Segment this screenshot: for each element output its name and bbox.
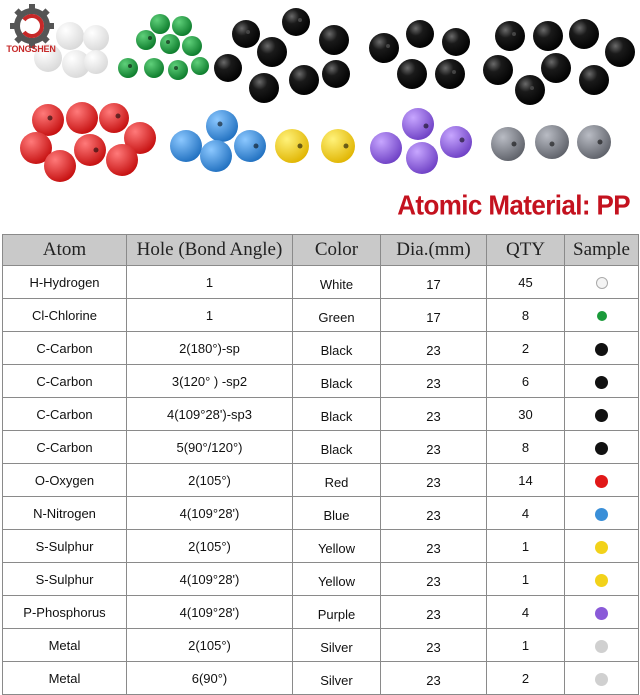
qty-cell: 4 (487, 497, 565, 530)
hole-cell: 2(180°)-sp (127, 332, 293, 365)
material-label: Atomic Material: PP (397, 188, 630, 222)
diameter-cell: 23 (381, 563, 487, 596)
diameter-cell: 17 (381, 266, 487, 299)
atom-cell: O-Oxygen (3, 464, 127, 497)
hole-cell: 4(109°28')-sp3 (127, 398, 293, 431)
sample-cell (565, 530, 639, 563)
header-sample: Sample (565, 235, 639, 266)
atom-cell: Cl-Chlorine (3, 299, 127, 332)
hole-cell: 5(90°/120°) (127, 431, 293, 464)
header-diameter: Dia.(mm) (381, 235, 487, 266)
qty-cell: 4 (487, 596, 565, 629)
hole-cell: 1 (127, 266, 293, 299)
table-row (3, 398, 639, 431)
sample-cell (565, 563, 639, 596)
sample-swatch (595, 574, 608, 587)
red-atoms-photo (20, 102, 156, 182)
atom-cell: Metal (3, 629, 127, 662)
green-atoms-photo (118, 14, 209, 80)
sample-swatch (596, 277, 608, 289)
hole-cell: 1 (127, 299, 293, 332)
header-atom: Atom (3, 235, 127, 266)
sample-swatch (595, 376, 608, 389)
black-atoms-photo-1 (214, 8, 350, 103)
color-cell: Black (293, 365, 381, 398)
purple-atoms-photo (370, 108, 472, 174)
blue-atoms-photo (170, 110, 266, 172)
sample-swatch (597, 311, 607, 321)
diameter-cell: 23 (381, 596, 487, 629)
table-body (3, 266, 639, 695)
diameter-cell: 17 (381, 299, 487, 332)
sample-cell (565, 662, 639, 695)
sample-cell (565, 398, 639, 431)
color-cell: Purple (293, 596, 381, 629)
sample-cell (565, 464, 639, 497)
sample-swatch (595, 640, 608, 653)
sample-swatch (595, 508, 608, 521)
table-row (3, 497, 639, 530)
diameter-cell: 23 (381, 662, 487, 695)
atom-cell: P-Phosphorus (3, 596, 127, 629)
color-cell: Black (293, 398, 381, 431)
logo-text: TONGSHEN (6, 44, 56, 54)
diameter-cell: 23 (381, 629, 487, 662)
color-cell: Red (293, 464, 381, 497)
yellow-atoms-photo (275, 129, 355, 163)
sample-swatch (595, 541, 608, 554)
atom-cell: C-Carbon (3, 431, 127, 464)
hole-cell: 4(109°28') (127, 497, 293, 530)
atom-cell: S-Sulphur (3, 530, 127, 563)
table-row (3, 431, 639, 464)
hole-cell: 6(90°) (127, 662, 293, 695)
black-atoms-photo-2 (369, 20, 470, 89)
color-cell: Silver (293, 662, 381, 695)
qty-cell: 6 (487, 365, 565, 398)
table-row (3, 365, 639, 398)
sample-cell (565, 332, 639, 365)
color-cell: Black (293, 332, 381, 365)
qty-cell: 8 (487, 299, 565, 332)
qty-cell: 8 (487, 431, 565, 464)
header-qty: QTY (487, 235, 565, 266)
qty-cell: 30 (487, 398, 565, 431)
atom-cell: S-Sulphur (3, 563, 127, 596)
sample-cell (565, 266, 639, 299)
diameter-cell: 23 (381, 398, 487, 431)
sample-swatch (595, 607, 608, 620)
sample-cell (565, 497, 639, 530)
atom-cell: N-Nitrogen (3, 497, 127, 530)
table-row (3, 596, 639, 629)
sample-swatch (595, 409, 608, 422)
diameter-cell: 23 (381, 464, 487, 497)
atom-cell: C-Carbon (3, 398, 127, 431)
hole-cell: 2(105°) (127, 629, 293, 662)
sample-swatch (595, 343, 608, 356)
hole-cell: 4(109°28') (127, 596, 293, 629)
atom-cell: C-Carbon (3, 332, 127, 365)
header-color: Color (293, 235, 381, 266)
diameter-cell: 23 (381, 332, 487, 365)
diameter-cell: 23 (381, 431, 487, 464)
color-cell: White (293, 266, 381, 299)
sample-swatch (595, 475, 608, 488)
qty-cell: 45 (487, 266, 565, 299)
qty-cell: 1 (487, 563, 565, 596)
sample-swatch (595, 442, 608, 455)
atom-cell: Metal (3, 662, 127, 695)
table-header-row (3, 235, 639, 266)
table-row (3, 629, 639, 662)
color-cell: Yellow (293, 563, 381, 596)
table-row (3, 332, 639, 365)
diameter-cell: 23 (381, 497, 487, 530)
table-row (3, 563, 639, 596)
qty-cell: 1 (487, 629, 565, 662)
sample-cell (565, 629, 639, 662)
color-cell: Black (293, 431, 381, 464)
qty-cell: 2 (487, 662, 565, 695)
hole-cell: 4(109°28') (127, 563, 293, 596)
atom-spec-table (2, 234, 639, 695)
color-cell: Yellow (293, 530, 381, 563)
qty-cell: 2 (487, 332, 565, 365)
color-cell: Blue (293, 497, 381, 530)
sample-swatch (595, 673, 608, 686)
hole-cell: 3(120° ) -sp2 (127, 365, 293, 398)
sample-cell (565, 365, 639, 398)
color-cell: Green (293, 299, 381, 332)
header-hole: Hole (Bond Angle) (127, 235, 293, 266)
table-row (3, 662, 639, 695)
diameter-cell: 23 (381, 530, 487, 563)
sample-cell (565, 431, 639, 464)
hole-cell: 2(105°) (127, 530, 293, 563)
diameter-cell: 23 (381, 365, 487, 398)
table-row (3, 530, 639, 563)
qty-cell: 14 (487, 464, 565, 497)
color-cell: Silver (293, 629, 381, 662)
table-row (3, 266, 639, 299)
table-row (3, 299, 639, 332)
qty-cell: 1 (487, 530, 565, 563)
table-row (3, 464, 639, 497)
sample-cell (565, 299, 639, 332)
hole-cell: 2(105°) (127, 464, 293, 497)
black-atoms-photo-3 (483, 19, 635, 105)
product-photo (0, 0, 640, 196)
sample-cell (565, 596, 639, 629)
atom-cell: H-Hydrogen (3, 266, 127, 299)
atom-cell: C-Carbon (3, 365, 127, 398)
